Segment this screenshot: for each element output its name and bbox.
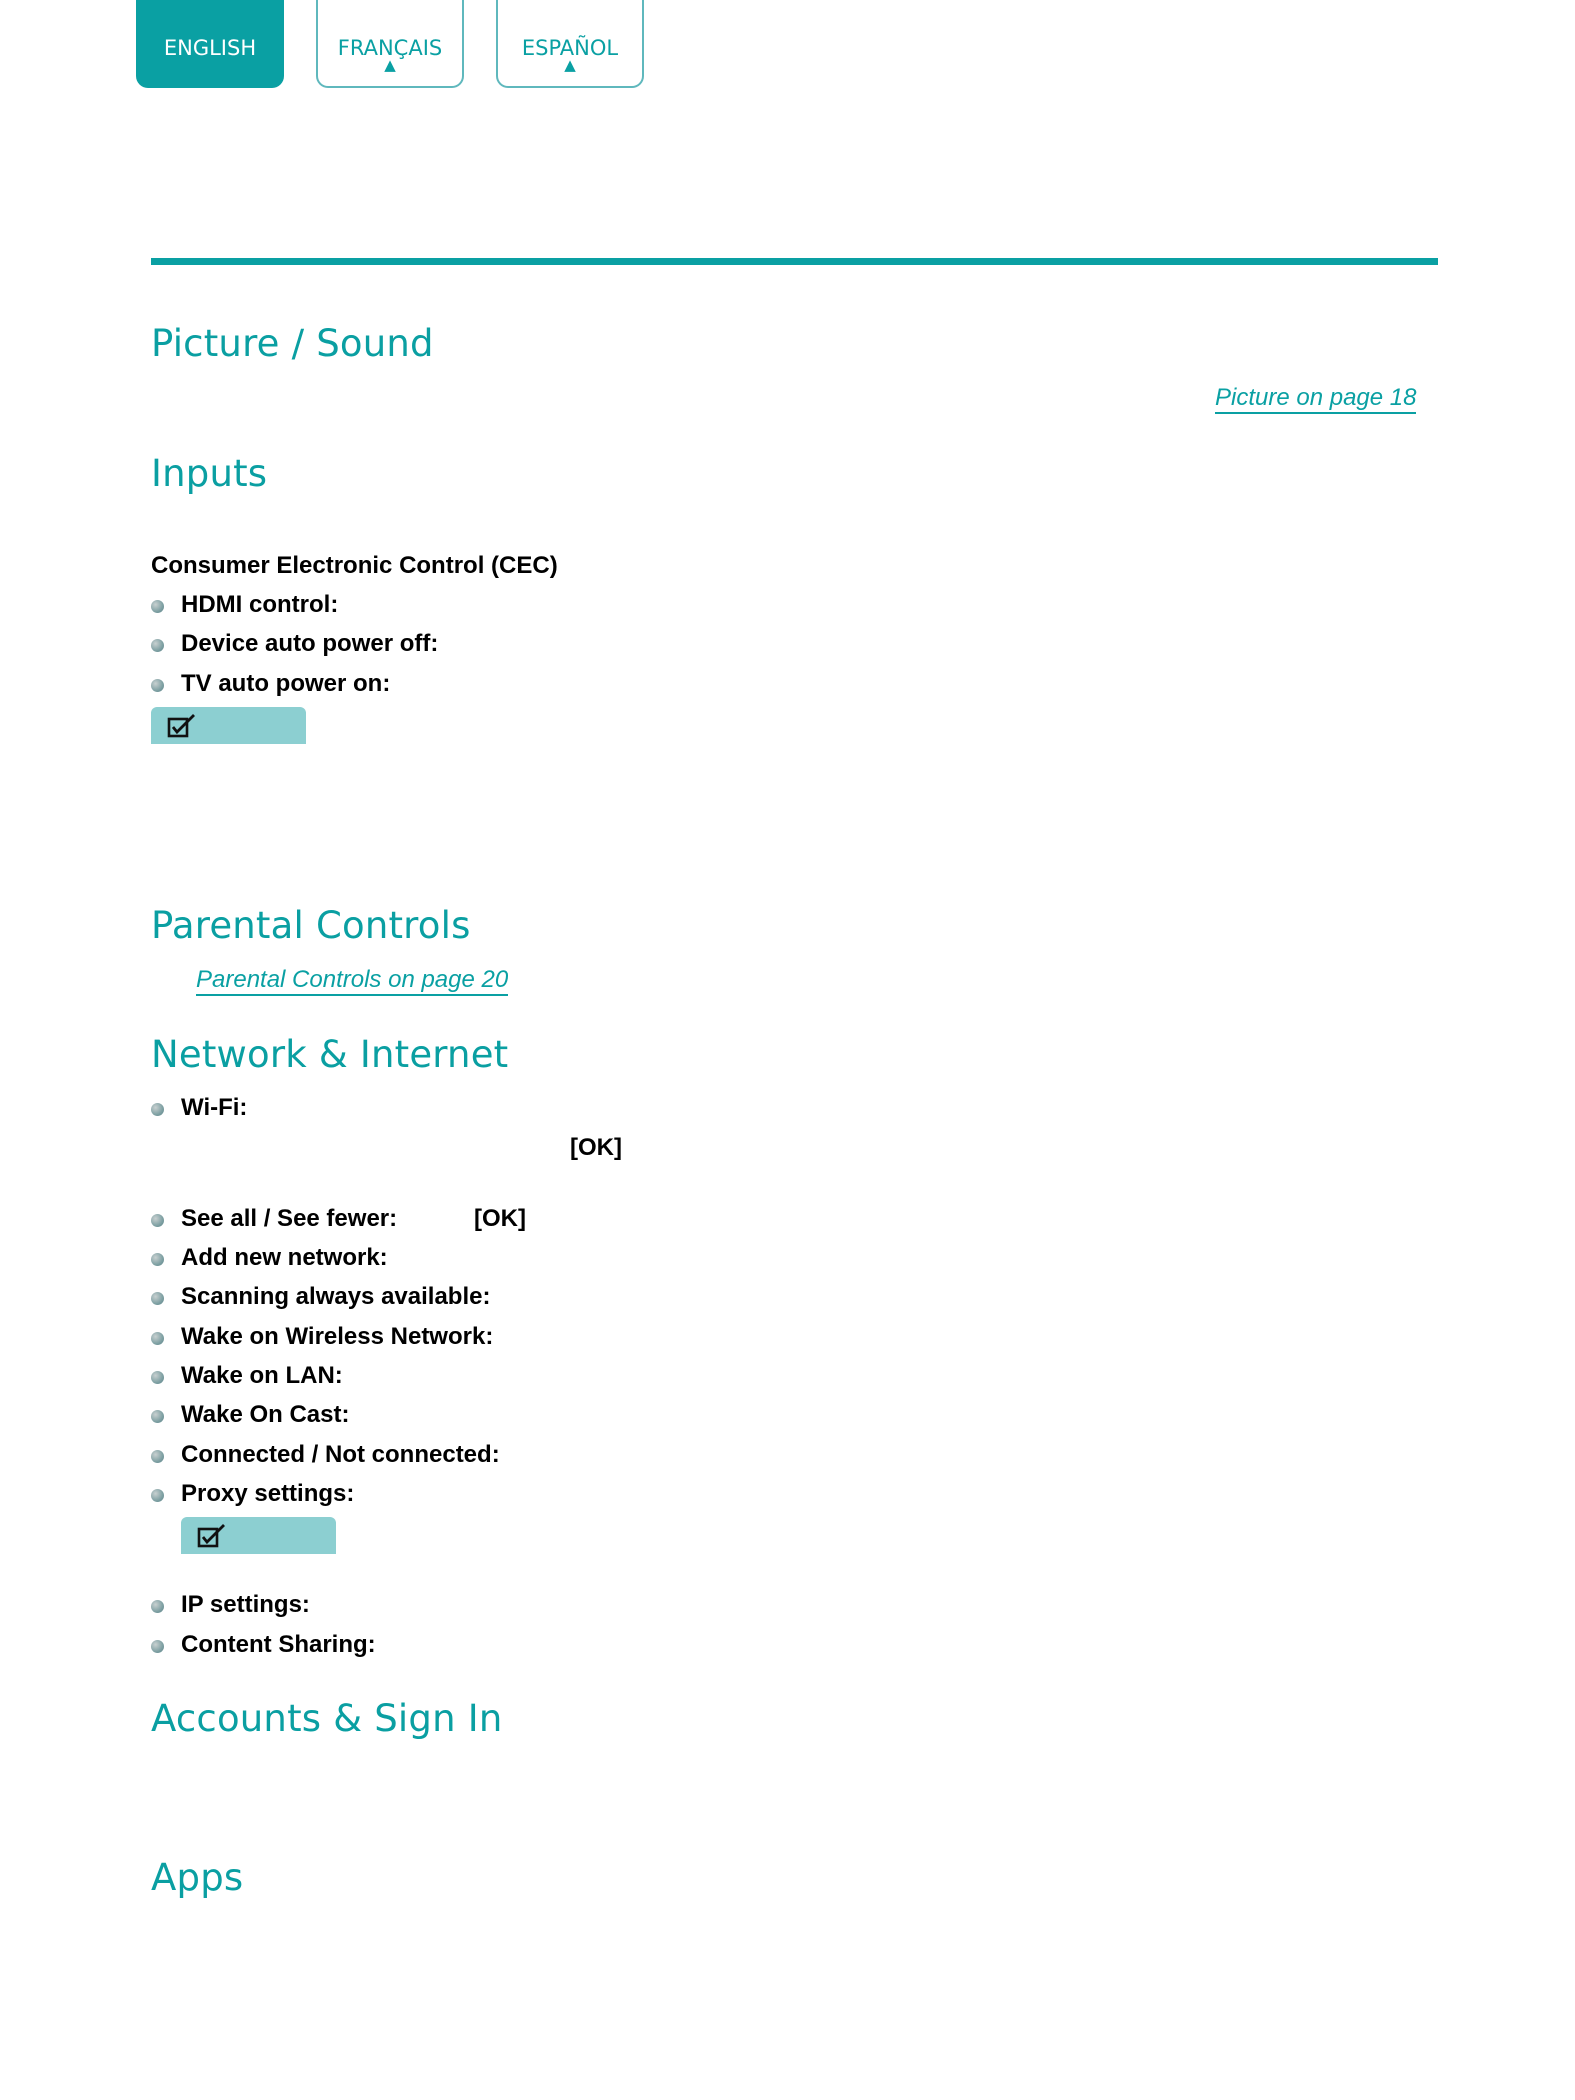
bullet-dot-icon — [151, 1103, 164, 1116]
bullet-dot-icon — [151, 1450, 164, 1463]
item-tv-auto-power-on: TV auto power on: — [181, 670, 391, 697]
item-see-all: See all / See fewer: — [181, 1205, 398, 1232]
note-check-icon — [197, 1523, 227, 1549]
link-parental-page[interactable]: Parental Controls on page 20 — [196, 966, 508, 996]
bullet-dot-icon — [151, 639, 164, 652]
bullet-dot-icon — [151, 1489, 164, 1502]
bullet-dot-icon — [151, 1410, 164, 1423]
item-scanning-always-available: Scanning always available: — [181, 1283, 491, 1310]
tab-francais-label: FRANÇAIS — [337, 36, 443, 60]
item-device-auto-power-off: Device auto power off: — [181, 630, 439, 657]
tab-english[interactable] — [136, 0, 284, 88]
item-connected-status: Connected / Not connected: — [181, 1441, 500, 1468]
item-content-sharing: Content Sharing: — [181, 1631, 376, 1658]
tab-english-label: ENGLISH — [163, 36, 257, 60]
bullet-dot-icon — [151, 1214, 164, 1227]
item-add-new-network: Add new network: — [181, 1244, 388, 1271]
note-tab — [151, 707, 306, 744]
tab-espanol[interactable] — [496, 0, 644, 88]
item-wifi: Wi-Fi: — [181, 1094, 248, 1121]
item-wake-on-wireless: Wake on Wireless Network: — [181, 1323, 494, 1350]
cec-subheading: Consumer Electronic Control (CEC) — [151, 552, 558, 579]
bullet-dot-icon — [151, 679, 164, 692]
header-rule — [151, 258, 1438, 265]
triangle-up-icon: ▲ — [384, 56, 396, 74]
item-proxy-settings: Proxy settings: — [181, 1480, 355, 1507]
note-tab — [181, 1517, 336, 1554]
bullet-dot-icon — [151, 600, 164, 613]
link-picture-page[interactable]: Picture on page 18 — [1215, 384, 1416, 414]
see-all-ok-key: [OK] — [474, 1205, 526, 1232]
item-wake-on-lan: Wake on LAN: — [181, 1362, 343, 1389]
bullet-dot-icon — [151, 1332, 164, 1345]
item-wake-on-cast: Wake On Cast: — [181, 1401, 350, 1428]
item-hdmi-control: HDMI control: — [181, 591, 339, 618]
item-ip-settings: IP settings: — [181, 1591, 310, 1618]
bullet-dot-icon — [151, 1292, 164, 1305]
heading-parental-controls: Parental Controls — [151, 904, 471, 947]
triangle-up-icon: ▲ — [564, 56, 576, 74]
heading-network-internet: Network & Internet — [151, 1033, 509, 1076]
heading-inputs: Inputs — [151, 452, 268, 495]
bullet-dot-icon — [151, 1600, 164, 1613]
heading-apps: Apps — [151, 1856, 244, 1899]
tab-francais[interactable] — [316, 0, 464, 88]
bullet-dot-icon — [151, 1371, 164, 1384]
wifi-ok-key: [OK] — [570, 1134, 622, 1161]
tab-espanol-label: ESPAÑOL — [521, 36, 619, 60]
bullet-dot-icon — [151, 1253, 164, 1266]
heading-accounts-sign-in: Accounts & Sign In — [151, 1697, 503, 1740]
note-check-icon — [167, 713, 197, 739]
heading-picture-sound: Picture / Sound — [151, 322, 434, 365]
bullet-dot-icon — [151, 1640, 164, 1653]
